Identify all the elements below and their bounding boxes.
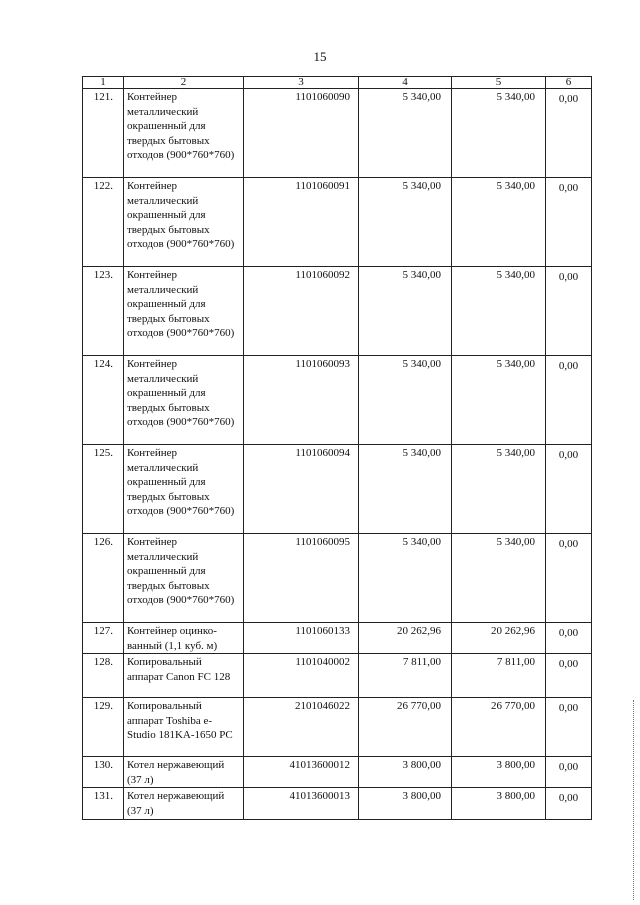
item-name: Контейнер металлический окрашенный для твердых бытовых отходов (900*760*760) xyxy=(124,89,244,178)
column-5-value: 5 340,00 xyxy=(452,445,546,534)
column-4-value: 3 800,00 xyxy=(359,788,452,819)
inventory-code: 1101060091 xyxy=(244,178,359,267)
column-5-value: 26 770,00 xyxy=(452,698,546,757)
column-6-value: 0,00 xyxy=(546,788,592,819)
table-row xyxy=(83,445,592,534)
row-number: 128. xyxy=(83,654,124,698)
table-row xyxy=(83,757,592,788)
column-4-value: 20 262,96 xyxy=(359,623,452,654)
table-header-row xyxy=(83,77,592,89)
column-5-value: 3 800,00 xyxy=(452,788,546,819)
inventory-code: 1101060090 xyxy=(244,89,359,178)
item-name: Котел нержавеющий (37 л) xyxy=(124,757,244,788)
column-5-value: 5 340,00 xyxy=(452,534,546,623)
table-row xyxy=(83,89,592,178)
header-cell: 3 xyxy=(244,77,359,89)
column-5-value: 5 340,00 xyxy=(452,267,546,356)
table-row xyxy=(83,654,592,698)
scan-margin-mark xyxy=(633,700,636,900)
item-name: Копировальный аппарат Toshiba e-Studio 181KA-1650 PC xyxy=(124,698,244,757)
column-6-value: 0,00 xyxy=(546,698,592,757)
inventory-code: 1101060092 xyxy=(244,267,359,356)
table-row xyxy=(83,698,592,757)
row-number: 130. xyxy=(83,757,124,788)
column-6-value: 0,00 xyxy=(546,445,592,534)
item-name: Контейнер металлический окрашенный для твердых бытовых отходов (900*760*760) xyxy=(124,356,244,445)
column-4-value: 5 340,00 xyxy=(359,178,452,267)
row-number: 125. xyxy=(83,445,124,534)
table-row xyxy=(83,788,592,819)
column-4-value: 26 770,00 xyxy=(359,698,452,757)
row-number: 124. xyxy=(83,356,124,445)
column-5-value: 5 340,00 xyxy=(452,356,546,445)
column-5-value: 7 811,00 xyxy=(452,654,546,698)
page-number: 15 xyxy=(313,49,327,64)
column-4-value: 7 811,00 xyxy=(359,654,452,698)
row-number: 131. xyxy=(83,788,124,819)
column-4-value: 5 340,00 xyxy=(359,267,452,356)
column-4-value: 3 800,00 xyxy=(359,757,452,788)
inventory-code: 1101060093 xyxy=(244,356,359,445)
column-6-value: 0,00 xyxy=(546,89,592,178)
table-row xyxy=(83,534,592,623)
column-4-value: 5 340,00 xyxy=(359,356,452,445)
item-name: Контейнер металлический окрашенный для твердых бытовых отходов (900*760*760) xyxy=(124,445,244,534)
column-6-value: 0,00 xyxy=(546,623,592,654)
item-name: Контейнер металлический окрашенный для твердых бытовых отходов (900*760*760) xyxy=(124,534,244,623)
inventory-table xyxy=(82,76,592,820)
item-name: Контейнер металлический окрашенный для твердых бытовых отходов (900*760*760) xyxy=(124,267,244,356)
column-6-value: 0,00 xyxy=(546,757,592,788)
column-5-value: 5 340,00 xyxy=(452,89,546,178)
item-name: Копировальный аппарат Canon FC 128 xyxy=(124,654,244,698)
inventory-code: 1101040002 xyxy=(244,654,359,698)
column-6-value: 0,00 xyxy=(546,178,592,267)
header-cell: 5 xyxy=(452,77,546,89)
column-6-value: 0,00 xyxy=(546,267,592,356)
header-cell: 4 xyxy=(359,77,452,89)
column-4-value: 5 340,00 xyxy=(359,445,452,534)
table-row xyxy=(83,356,592,445)
header-cell: 1 xyxy=(83,77,124,89)
column-5-value: 3 800,00 xyxy=(452,757,546,788)
item-name: Контейнер металлический окрашенный для твердых бытовых отходов (900*760*760) xyxy=(124,178,244,267)
inventory-code: 1101060095 xyxy=(244,534,359,623)
column-5-value: 20 262,96 xyxy=(452,623,546,654)
inventory-code: 41013600013 xyxy=(244,788,359,819)
row-number: 126. xyxy=(83,534,124,623)
column-6-value: 0,00 xyxy=(546,654,592,698)
row-number: 121. xyxy=(83,89,124,178)
row-number: 123. xyxy=(83,267,124,356)
row-number: 127. xyxy=(83,623,124,654)
item-name: Контейнер оцинко-ванный (1,1 куб. м) xyxy=(124,623,244,654)
header-cell: 2 xyxy=(124,77,244,89)
inventory-code: 2101046022 xyxy=(244,698,359,757)
column-6-value: 0,00 xyxy=(546,356,592,445)
table-row xyxy=(83,178,592,267)
column-4-value: 5 340,00 xyxy=(359,534,452,623)
inventory-code: 1101060094 xyxy=(244,445,359,534)
inventory-code: 41013600012 xyxy=(244,757,359,788)
column-6-value: 0,00 xyxy=(546,534,592,623)
table-row xyxy=(83,623,592,654)
table-row xyxy=(83,267,592,356)
inventory-code: 1101060133 xyxy=(244,623,359,654)
item-name: Котел нержавеющий (37 л) xyxy=(124,788,244,819)
column-4-value: 5 340,00 xyxy=(359,89,452,178)
header-cell: 6 xyxy=(546,77,592,89)
row-number: 122. xyxy=(83,178,124,267)
row-number: 129. xyxy=(83,698,124,757)
column-5-value: 5 340,00 xyxy=(452,178,546,267)
